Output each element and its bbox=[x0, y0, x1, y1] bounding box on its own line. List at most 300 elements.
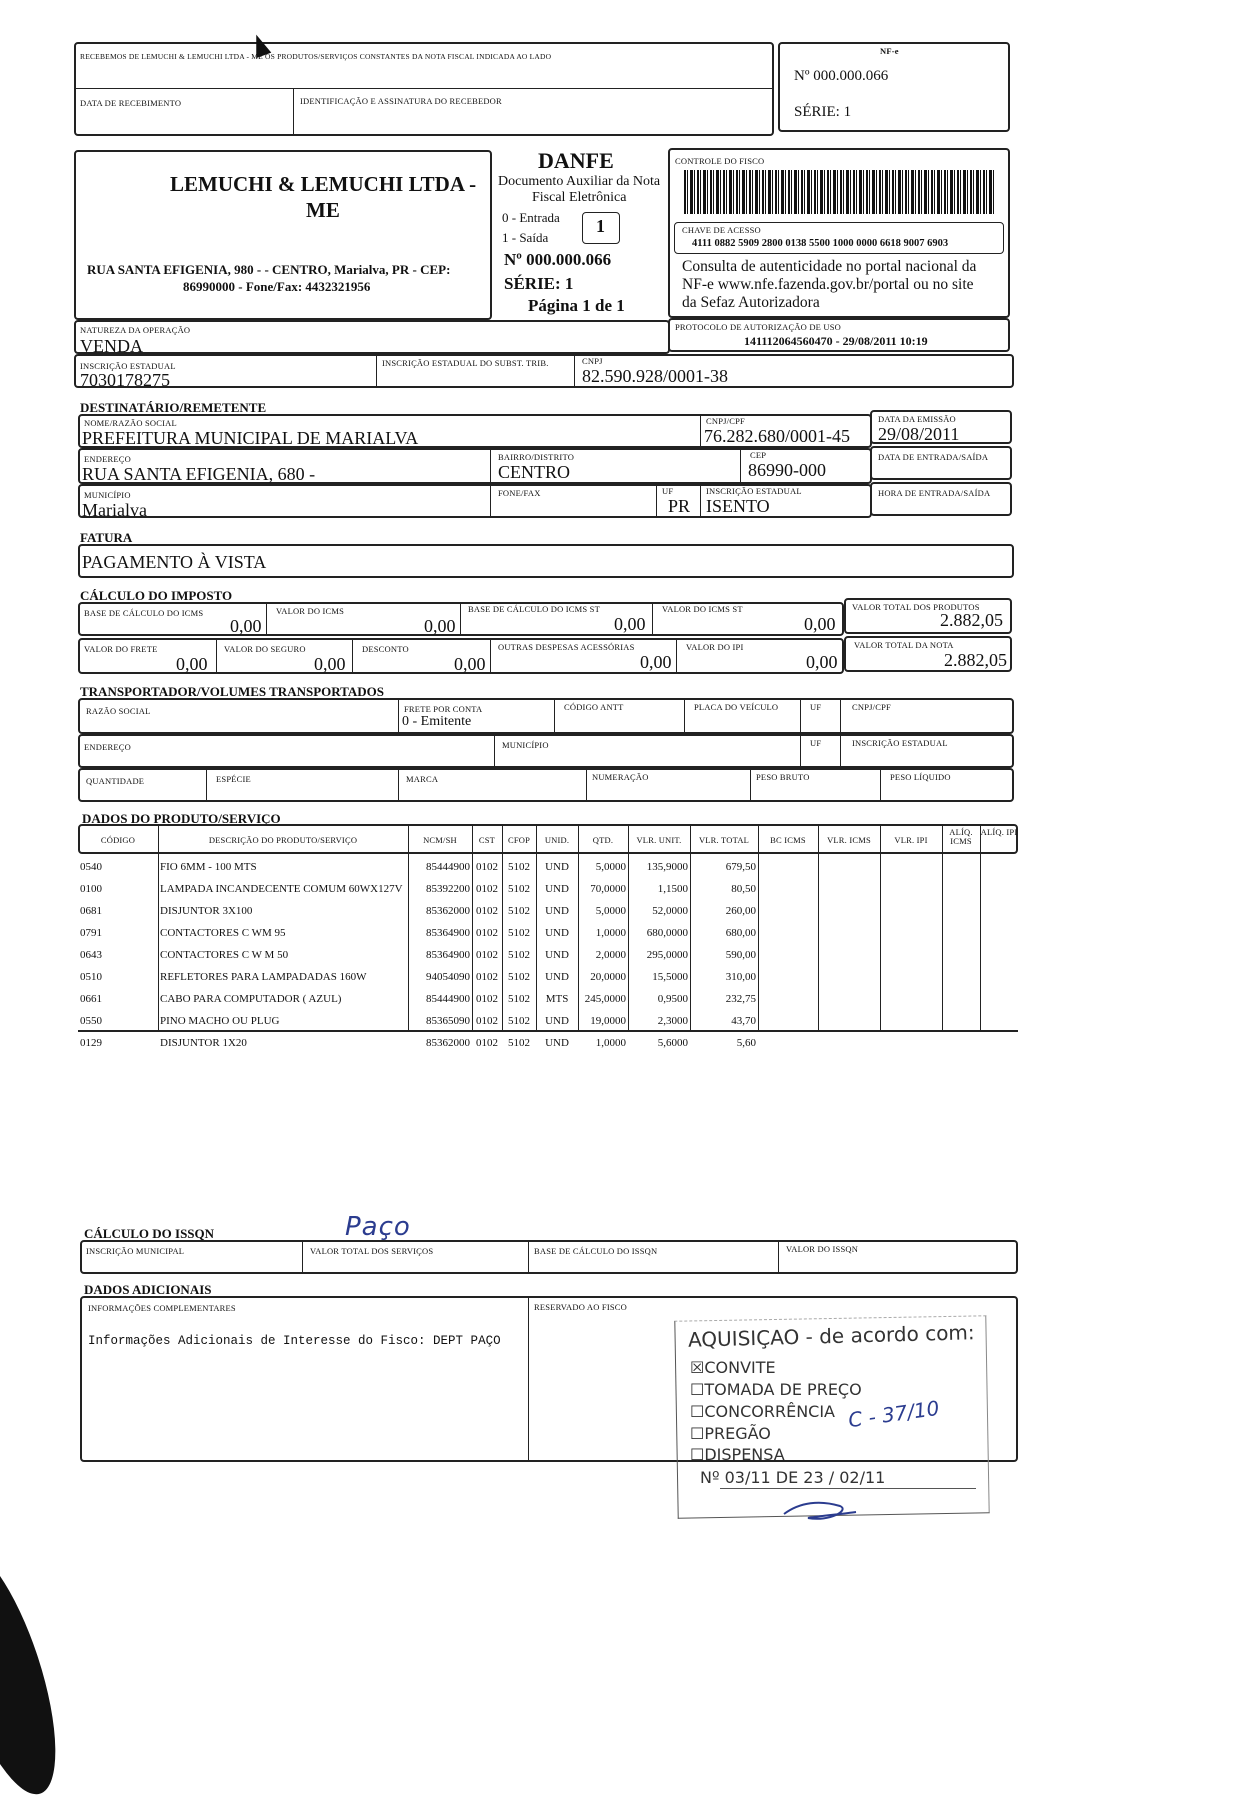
danfe-sub-l2: Fiscal Eletrônica bbox=[532, 190, 627, 205]
produtos-header-cell: VLR. IPI bbox=[894, 835, 928, 845]
table-cell: 5102 bbox=[508, 905, 530, 917]
dest-nome-label: NOME/RAZÃO SOCIAL bbox=[84, 418, 177, 428]
table-cell: 295,0000 bbox=[646, 949, 688, 961]
valor-st: 0,00 bbox=[804, 614, 836, 634]
divider bbox=[750, 768, 751, 802]
table-row bbox=[78, 900, 1018, 922]
table-cell bbox=[818, 922, 880, 944]
issqn-total-label: VALOR TOTAL DOS SERVIÇOS bbox=[310, 1246, 434, 1256]
divider bbox=[490, 638, 491, 674]
table-cell bbox=[758, 922, 818, 944]
produtos-header-cell: ALÍQ. IPI bbox=[980, 827, 1018, 837]
cnpj-value: 82.590.928/0001-38 bbox=[582, 366, 728, 386]
table-cell: 80,50 bbox=[731, 883, 756, 895]
divider bbox=[376, 354, 377, 388]
produtos-header-cell: CST bbox=[478, 835, 496, 845]
stamp-concorrencia: ☐CONCORRÊNCIA bbox=[690, 1402, 835, 1421]
stamp-number-line bbox=[720, 1488, 976, 1489]
table-cell: UND bbox=[545, 905, 569, 917]
transp-cnpj-label: CNPJ/CPF bbox=[852, 702, 891, 712]
table-cell bbox=[880, 1010, 942, 1032]
transp-uf-label: UF bbox=[810, 702, 822, 712]
divider bbox=[490, 448, 491, 484]
divider bbox=[778, 1240, 779, 1274]
table-cell bbox=[942, 856, 980, 878]
transp-especie-label: ESPÉCIE bbox=[216, 774, 251, 784]
table-cell: 94054090 bbox=[426, 971, 470, 983]
table-row bbox=[78, 1032, 1018, 1054]
divider bbox=[460, 602, 461, 636]
table-cell: 680,00 bbox=[725, 927, 756, 939]
table-cell: 0102 bbox=[476, 927, 498, 939]
table-cell: 0102 bbox=[476, 905, 498, 917]
table-cell: 0791 bbox=[80, 927, 102, 939]
dest-cnpj-label: CNPJ/CPF bbox=[706, 416, 745, 426]
total-prod: 2.882,05 bbox=[940, 610, 1003, 630]
transp-municipio-label: MUNICÍPIO bbox=[502, 740, 549, 750]
divider bbox=[586, 768, 587, 802]
table-cell: 43,70 bbox=[731, 1015, 756, 1027]
table-row bbox=[78, 988, 1018, 1010]
dest-bairro: CENTRO bbox=[498, 462, 570, 482]
dest-ie-label: INSCRIÇÃO ESTADUAL bbox=[706, 486, 802, 496]
table-cell: 0102 bbox=[476, 1037, 498, 1049]
frete-value: 0,00 bbox=[176, 654, 208, 674]
produtos-header-cell: NCM/SH bbox=[423, 835, 457, 845]
table-cell bbox=[880, 966, 942, 988]
table-cell bbox=[980, 856, 1018, 878]
dest-nome: PREFEITURA MUNICIPAL DE MARIALVA bbox=[82, 428, 419, 448]
produtos-header-cell: CFOP bbox=[507, 835, 531, 845]
chave-acesso: 4111 0882 5909 2800 0138 5500 1000 0000 6618 9007 6903 bbox=[692, 238, 949, 249]
divider bbox=[302, 1240, 303, 1274]
table-cell: 5,0000 bbox=[595, 861, 626, 873]
table-cell: 0540 bbox=[80, 861, 102, 873]
transp-qtd-label: QUANTIDADE bbox=[86, 776, 145, 786]
table-cell: 0102 bbox=[476, 949, 498, 961]
dest-bairro-label: BAIRRO/DISTRITO bbox=[498, 452, 575, 462]
table-cell: 0100 bbox=[80, 883, 102, 895]
dest-municipio-label: MUNICÍPIO bbox=[84, 490, 131, 500]
table-cell: UND bbox=[545, 861, 569, 873]
dest-endereco: RUA SANTA EFIGENIA, 680 - bbox=[82, 464, 316, 484]
produtos-header-cell: ALÍQ. ICMS bbox=[949, 827, 973, 846]
dest-cnpj: 76.282.680/0001-45 bbox=[704, 426, 850, 446]
stamp-dispensa: ☐DISPENSA bbox=[690, 1445, 785, 1464]
table-cell: 5102 bbox=[508, 1037, 530, 1049]
produtos-section: DADOS DO PRODUTO/SERVIÇO bbox=[82, 811, 281, 826]
table-cell: 5,6000 bbox=[657, 1037, 688, 1049]
danfe-saida: 1 - Saída bbox=[502, 230, 549, 245]
produtos-header-cell: DESCRIÇÃO DO PRODUTO/SERVIÇO bbox=[208, 835, 358, 845]
data-recebimento-label: DATA DE RECEBIMENTO bbox=[80, 98, 182, 108]
transp-frete: 0 - Emitente bbox=[402, 714, 472, 729]
ie-st-label: INSCRIÇÃO ESTADUAL DO SUBST. TRIB. bbox=[382, 358, 549, 368]
transporte-section: TRANSPORTADOR/VOLUMES TRANSPORTADOS bbox=[80, 684, 385, 699]
frete-label: VALOR DO FRETE bbox=[84, 644, 158, 654]
ipi-label: VALOR DO IPI bbox=[686, 642, 744, 652]
table-cell bbox=[980, 944, 1018, 966]
table-cell: 85362000 bbox=[426, 1037, 470, 1049]
divider bbox=[840, 698, 841, 734]
valor-st-label: VALOR DO ICMS ST bbox=[662, 604, 743, 614]
danfe-entrada: 0 - Entrada bbox=[502, 210, 560, 225]
transp-peso-liquido-label: PESO LÍQUIDO bbox=[890, 772, 951, 782]
produtos-header-cell: BC ICMS bbox=[770, 835, 806, 845]
destinatario-section: DESTINATÁRIO/REMETENTE bbox=[80, 400, 267, 415]
table-cell: UND bbox=[545, 883, 569, 895]
protocolo-value: 141112064560470 - 29/08/2011 10:19 bbox=[744, 334, 928, 348]
produtos-header-cell: UNID. bbox=[544, 835, 570, 845]
table-row bbox=[78, 878, 1018, 900]
base-icms-label: BASE DE CÁLCULO DO ICMS bbox=[84, 608, 204, 618]
table-cell: 0,9500 bbox=[657, 993, 688, 1005]
transp-endereco-label: ENDEREÇO bbox=[84, 742, 131, 752]
table-cell: CONTACTORES C W M 50 bbox=[160, 949, 289, 961]
dest-hora-label: HORA DE ENTRADA/SAÍDA bbox=[878, 488, 991, 498]
table-cell bbox=[818, 1010, 880, 1032]
stamp-numero: Nº 03/11 DE 23 / 02/11 bbox=[700, 1468, 886, 1487]
table-cell: 2,0000 bbox=[595, 949, 626, 961]
table-row bbox=[78, 966, 1018, 988]
table-cell: 5102 bbox=[508, 927, 530, 939]
issqn-im-label: INSCRIÇÃO MUNICIPAL bbox=[86, 1246, 185, 1256]
imposto-section: CÁLCULO DO IMPOSTO bbox=[80, 588, 233, 603]
table-cell: 85362000 bbox=[426, 905, 470, 917]
transp-marca-label: MARCA bbox=[406, 774, 439, 784]
table-cell: 85444900 bbox=[426, 861, 470, 873]
table-cell: UND bbox=[545, 949, 569, 961]
handwritten-process: C - 37/10 bbox=[846, 1395, 941, 1433]
divider bbox=[800, 734, 801, 768]
table-cell: MTS bbox=[545, 993, 569, 1005]
table-cell: PINO MACHO OU PLUG bbox=[160, 1015, 280, 1027]
transp-placa-label: PLACA DO VEÍCULO bbox=[694, 702, 779, 712]
table-cell: 85364900 bbox=[426, 949, 470, 961]
table-cell bbox=[758, 856, 818, 878]
table-cell: 680,0000 bbox=[646, 927, 688, 939]
divider bbox=[352, 638, 353, 674]
ie-value: 7030178275 bbox=[80, 370, 170, 390]
transp-ie-label: INSCRIÇÃO ESTADUAL bbox=[852, 738, 948, 748]
adicionais-section: DADOS ADICIONAIS bbox=[84, 1282, 212, 1297]
table-cell bbox=[942, 1032, 980, 1054]
table-cell: 5102 bbox=[508, 1015, 530, 1027]
table-cell: 2,3000 bbox=[657, 1015, 688, 1027]
table-cell: 85365090 bbox=[426, 1015, 470, 1027]
divider bbox=[398, 768, 399, 802]
table-cell: 0102 bbox=[476, 861, 498, 873]
table-cell: 85392200 bbox=[426, 883, 470, 895]
table-cell bbox=[758, 1032, 818, 1054]
table-cell: 245,0000 bbox=[584, 993, 626, 1005]
canhoto-serie: SÉRIE: 1 bbox=[794, 104, 852, 120]
dest-emissao-label: DATA DA EMISSÃO bbox=[878, 414, 956, 424]
stamp-title: AQUISIÇAO - de acordo com: bbox=[687, 1320, 975, 1352]
table-cell bbox=[980, 922, 1018, 944]
table-cell: 590,00 bbox=[725, 949, 756, 961]
table-cell bbox=[942, 944, 980, 966]
emitente-nome-l1: LEMUCHI & LEMUCHI LTDA - bbox=[170, 172, 477, 196]
dest-endereco-label: ENDEREÇO bbox=[84, 454, 131, 464]
emitente-nome-l2: ME bbox=[306, 198, 340, 222]
stamp-pregao: ☐PREGÃO bbox=[690, 1424, 771, 1443]
info-text: Informações Adicionais de Interesse do Fisco: DEPT PAÇO bbox=[88, 1334, 501, 1348]
dest-fone-label: FONE/FAX bbox=[498, 488, 541, 498]
transp-antt-label: CÓDIGO ANTT bbox=[564, 702, 624, 712]
chave-label: CHAVE DE ACESSO bbox=[682, 225, 761, 235]
produtos-header-cell: VLR. TOTAL bbox=[698, 835, 750, 845]
table-cell bbox=[818, 966, 880, 988]
divider bbox=[293, 88, 294, 136]
dest-municipio: Marialva bbox=[82, 500, 147, 520]
divider bbox=[266, 602, 267, 636]
issqn-valor-label: VALOR DO ISSQN bbox=[786, 1244, 859, 1254]
divider bbox=[800, 698, 801, 734]
canhoto-recebemos: RECEBEMOS DE LEMUCHI & LEMUCHI LTDA - ME OS PRODUTOS/SERVIÇOS CONSTANTES DA NOTA FISCAL INDICADA AO LADO bbox=[80, 52, 552, 61]
table-cell: 20,0000 bbox=[590, 971, 626, 983]
divider bbox=[494, 734, 495, 768]
table-cell: 0510 bbox=[80, 971, 102, 983]
table-row bbox=[78, 944, 1018, 966]
divider bbox=[528, 1240, 529, 1274]
table-cell: 0550 bbox=[80, 1015, 102, 1027]
natureza-label: NATUREZA DA OPERAÇÃO bbox=[80, 325, 191, 335]
transp-frete-label: FRETE POR CONTA bbox=[404, 704, 483, 714]
table-cell: 5,60 bbox=[736, 1037, 756, 1049]
transp-peso-bruto-label: PESO BRUTO bbox=[756, 772, 810, 782]
ie-label: INSCRIÇÃO ESTADUAL bbox=[80, 361, 176, 371]
table-cell: 0102 bbox=[476, 993, 498, 1005]
ipi-value: 0,00 bbox=[806, 652, 838, 672]
table-cell: UND bbox=[545, 927, 569, 939]
total-nota: 2.882,05 bbox=[944, 650, 1007, 670]
table-cell: 5102 bbox=[508, 861, 530, 873]
consulta-l1: Consulta de autenticidade no portal nacional da bbox=[682, 258, 977, 275]
protocolo-label: PROTOCOLO DE AUTORIZAÇÃO DE USO bbox=[675, 322, 841, 332]
fatura-value: PAGAMENTO À VISTA bbox=[82, 552, 267, 572]
table-cell bbox=[880, 856, 942, 878]
transp-numeracao-label: NUMERAÇÃO bbox=[592, 772, 649, 782]
table-cell: 679,50 bbox=[725, 861, 756, 873]
dest-entrada-label: DATA DE ENTRADA/SAÍDA bbox=[878, 452, 989, 462]
divider bbox=[840, 734, 841, 768]
divider bbox=[74, 88, 774, 89]
natureza-value: VENDA bbox=[80, 336, 143, 356]
table-cell: 135,9000 bbox=[646, 861, 688, 873]
table-cell: 5102 bbox=[508, 993, 530, 1005]
dest-cep: 86990-000 bbox=[748, 460, 826, 480]
table-cell: UND bbox=[545, 1037, 569, 1049]
produtos-header-cell: QTD. bbox=[592, 835, 614, 845]
identificacao-label: IDENTIFICAÇÃO E ASSINATURA DO RECEBEDOR bbox=[300, 96, 502, 106]
danfe-sub-l1: Documento Auxiliar da Nota bbox=[498, 174, 661, 189]
transp-uf2-label: UF bbox=[810, 738, 822, 748]
produtos-header-cell: CÓDIGO bbox=[100, 835, 136, 845]
valor-icms-label: VALOR DO ICMS bbox=[276, 606, 345, 616]
issqn-base-label: BASE DE CÁLCULO DO ISSQN bbox=[534, 1246, 658, 1256]
table-cell: 70,0000 bbox=[590, 883, 626, 895]
desconto-value: 0,00 bbox=[454, 654, 486, 674]
table-cell bbox=[758, 988, 818, 1010]
issqn-section: CÁLCULO DO ISSQN bbox=[84, 1226, 215, 1241]
consulta-l2: NF-e www.nfe.fazenda.gov.br/portal ou no site bbox=[682, 276, 974, 293]
divider bbox=[880, 768, 881, 802]
table-cell bbox=[880, 900, 942, 922]
table-cell bbox=[942, 966, 980, 988]
consulta-l3: da Sefaz Autorizadora bbox=[682, 294, 820, 311]
divider bbox=[700, 414, 701, 448]
seguro-value: 0,00 bbox=[314, 654, 346, 674]
dest-cep-label: CEP bbox=[750, 450, 767, 460]
table-cell: 85444900 bbox=[426, 993, 470, 1005]
info-label: INFORMAÇÕES COMPLEMENTARES bbox=[88, 1303, 236, 1313]
handwritten-paco: Paço bbox=[345, 1212, 411, 1242]
table-cell bbox=[758, 1010, 818, 1032]
table-cell: 1,1500 bbox=[657, 883, 688, 895]
desconto-label: DESCONTO bbox=[362, 644, 409, 654]
table-cell: 0102 bbox=[476, 883, 498, 895]
table-cell: 310,00 bbox=[725, 971, 756, 983]
barcode bbox=[684, 170, 996, 214]
divider bbox=[554, 698, 555, 734]
table-row bbox=[78, 922, 1018, 944]
table-cell bbox=[980, 988, 1018, 1010]
fatura-section: FATURA bbox=[80, 530, 133, 545]
table-cell: 260,00 bbox=[725, 905, 756, 917]
table-cell: 0681 bbox=[80, 905, 102, 917]
transp-razao-label: RAZÃO SOCIAL bbox=[86, 706, 151, 716]
divider bbox=[740, 448, 741, 484]
table-cell: 0102 bbox=[476, 1015, 498, 1027]
nfe-label: NF-e bbox=[880, 46, 899, 56]
table-row bbox=[78, 856, 1018, 878]
table-cell bbox=[942, 922, 980, 944]
cnpj-label: CNPJ bbox=[582, 356, 603, 366]
stamp-tomada: ☐TOMADA DE PREÇO bbox=[690, 1380, 862, 1399]
table-cell: 85364900 bbox=[426, 927, 470, 939]
table-cell: LAMPADA INCANDECENTE COMUM 60WX127V bbox=[160, 883, 403, 895]
total-prod-label: VALOR TOTAL DOS PRODUTOS bbox=[852, 602, 980, 612]
table-cell bbox=[880, 988, 942, 1010]
table-cell: 52,0000 bbox=[652, 905, 688, 917]
dest-emissao: 29/08/2011 bbox=[878, 424, 960, 444]
table-cell bbox=[980, 1010, 1018, 1032]
divider bbox=[684, 698, 685, 734]
total-nota-label: VALOR TOTAL DA NOTA bbox=[854, 640, 954, 650]
danfe-serie: SÉRIE: 1 bbox=[504, 274, 574, 293]
table-cell bbox=[980, 900, 1018, 922]
reservado-label: RESERVADO AO FISCO bbox=[534, 1302, 627, 1312]
table-cell bbox=[818, 988, 880, 1010]
table-cell: FIO 6MM - 100 MTS bbox=[160, 861, 257, 873]
table-cell: 0129 bbox=[80, 1037, 102, 1049]
produtos-table bbox=[78, 856, 1018, 1054]
table-cell: 1,0000 bbox=[595, 1037, 626, 1049]
table-cell: UND bbox=[545, 971, 569, 983]
emitente-endereco-l2: 86990000 - Fone/Fax: 4432321956 bbox=[183, 279, 371, 294]
controle-label: CONTROLE DO FISCO bbox=[675, 156, 765, 166]
table-cell bbox=[942, 900, 980, 922]
table-cell bbox=[758, 944, 818, 966]
divider bbox=[216, 638, 217, 674]
table-cell bbox=[980, 878, 1018, 900]
danfe-pagina: Página 1 de 1 bbox=[528, 296, 625, 315]
base-st: 0,00 bbox=[614, 614, 646, 634]
table-cell bbox=[758, 900, 818, 922]
table-cell: 5102 bbox=[508, 949, 530, 961]
table-cell bbox=[818, 944, 880, 966]
table-cell: 19,0000 bbox=[590, 1015, 626, 1027]
table-cell bbox=[942, 988, 980, 1010]
produtos-header-cell: VLR. ICMS bbox=[827, 835, 871, 845]
divider bbox=[574, 354, 575, 388]
table-cell: REFLETORES PARA LAMPADADAS 160W bbox=[160, 971, 367, 983]
canhoto-numero: Nº 000.000.066 bbox=[794, 68, 889, 84]
table-cell: DISJUNTOR 3X100 bbox=[160, 905, 253, 917]
divider bbox=[398, 698, 399, 734]
table-cell: 5102 bbox=[508, 883, 530, 895]
produtos-header-cell: VLR. UNIT. bbox=[636, 835, 682, 845]
table-cell: 5,0000 bbox=[595, 905, 626, 917]
table-cell: CABO PARA COMPUTADOR ( AZUL) bbox=[160, 993, 342, 1005]
outras-value: 0,00 bbox=[640, 652, 672, 672]
table-cell bbox=[758, 966, 818, 988]
divider bbox=[656, 484, 657, 518]
table-cell: DISJUNTOR 1X20 bbox=[160, 1037, 247, 1049]
valor-icms: 0,00 bbox=[424, 616, 456, 636]
dest-uf-label: UF bbox=[662, 486, 674, 496]
stamp-convite: ☒CONVITE bbox=[690, 1358, 776, 1377]
danfe-numero: Nº 000.000.066 bbox=[504, 250, 612, 269]
base-icms: 0,00 bbox=[230, 616, 262, 636]
table-cell: 0661 bbox=[80, 993, 102, 1005]
table-cell bbox=[880, 944, 942, 966]
dest-ie: ISENTO bbox=[706, 496, 770, 516]
danfe-tipo: 1 bbox=[596, 216, 605, 236]
table-cell bbox=[942, 1010, 980, 1032]
table-cell: CONTACTORES C WM 95 bbox=[160, 927, 286, 939]
seguro-label: VALOR DO SEGURO bbox=[224, 644, 306, 654]
signature-mark bbox=[780, 1492, 860, 1526]
table-cell: 232,75 bbox=[725, 993, 756, 1005]
table-cell: 0102 bbox=[476, 971, 498, 983]
divider bbox=[528, 1296, 529, 1462]
table-cell bbox=[880, 878, 942, 900]
table-cell: 15,5000 bbox=[652, 971, 688, 983]
table-cell: UND bbox=[545, 1015, 569, 1027]
divider bbox=[676, 638, 677, 674]
table-cell: 5102 bbox=[508, 971, 530, 983]
table-cell bbox=[758, 878, 818, 900]
base-st-label: BASE DE CÁLCULO DO ICMS ST bbox=[468, 604, 601, 614]
divider bbox=[206, 768, 207, 802]
table-cell: 0643 bbox=[80, 949, 102, 961]
table-cell bbox=[980, 1032, 1018, 1054]
divider bbox=[490, 484, 491, 518]
scan-shadow bbox=[0, 1534, 78, 1806]
table-cell bbox=[818, 1032, 880, 1054]
table-cell: 1,0000 bbox=[595, 927, 626, 939]
divider bbox=[700, 484, 701, 518]
table-cell bbox=[942, 878, 980, 900]
table-cell bbox=[880, 1032, 942, 1054]
outras-label: OUTRAS DESPESAS ACESSÓRIAS bbox=[498, 642, 635, 652]
table-cell bbox=[818, 900, 880, 922]
table-cell bbox=[818, 856, 880, 878]
dest-uf: PR bbox=[668, 496, 691, 516]
table-row bbox=[78, 1010, 1018, 1032]
